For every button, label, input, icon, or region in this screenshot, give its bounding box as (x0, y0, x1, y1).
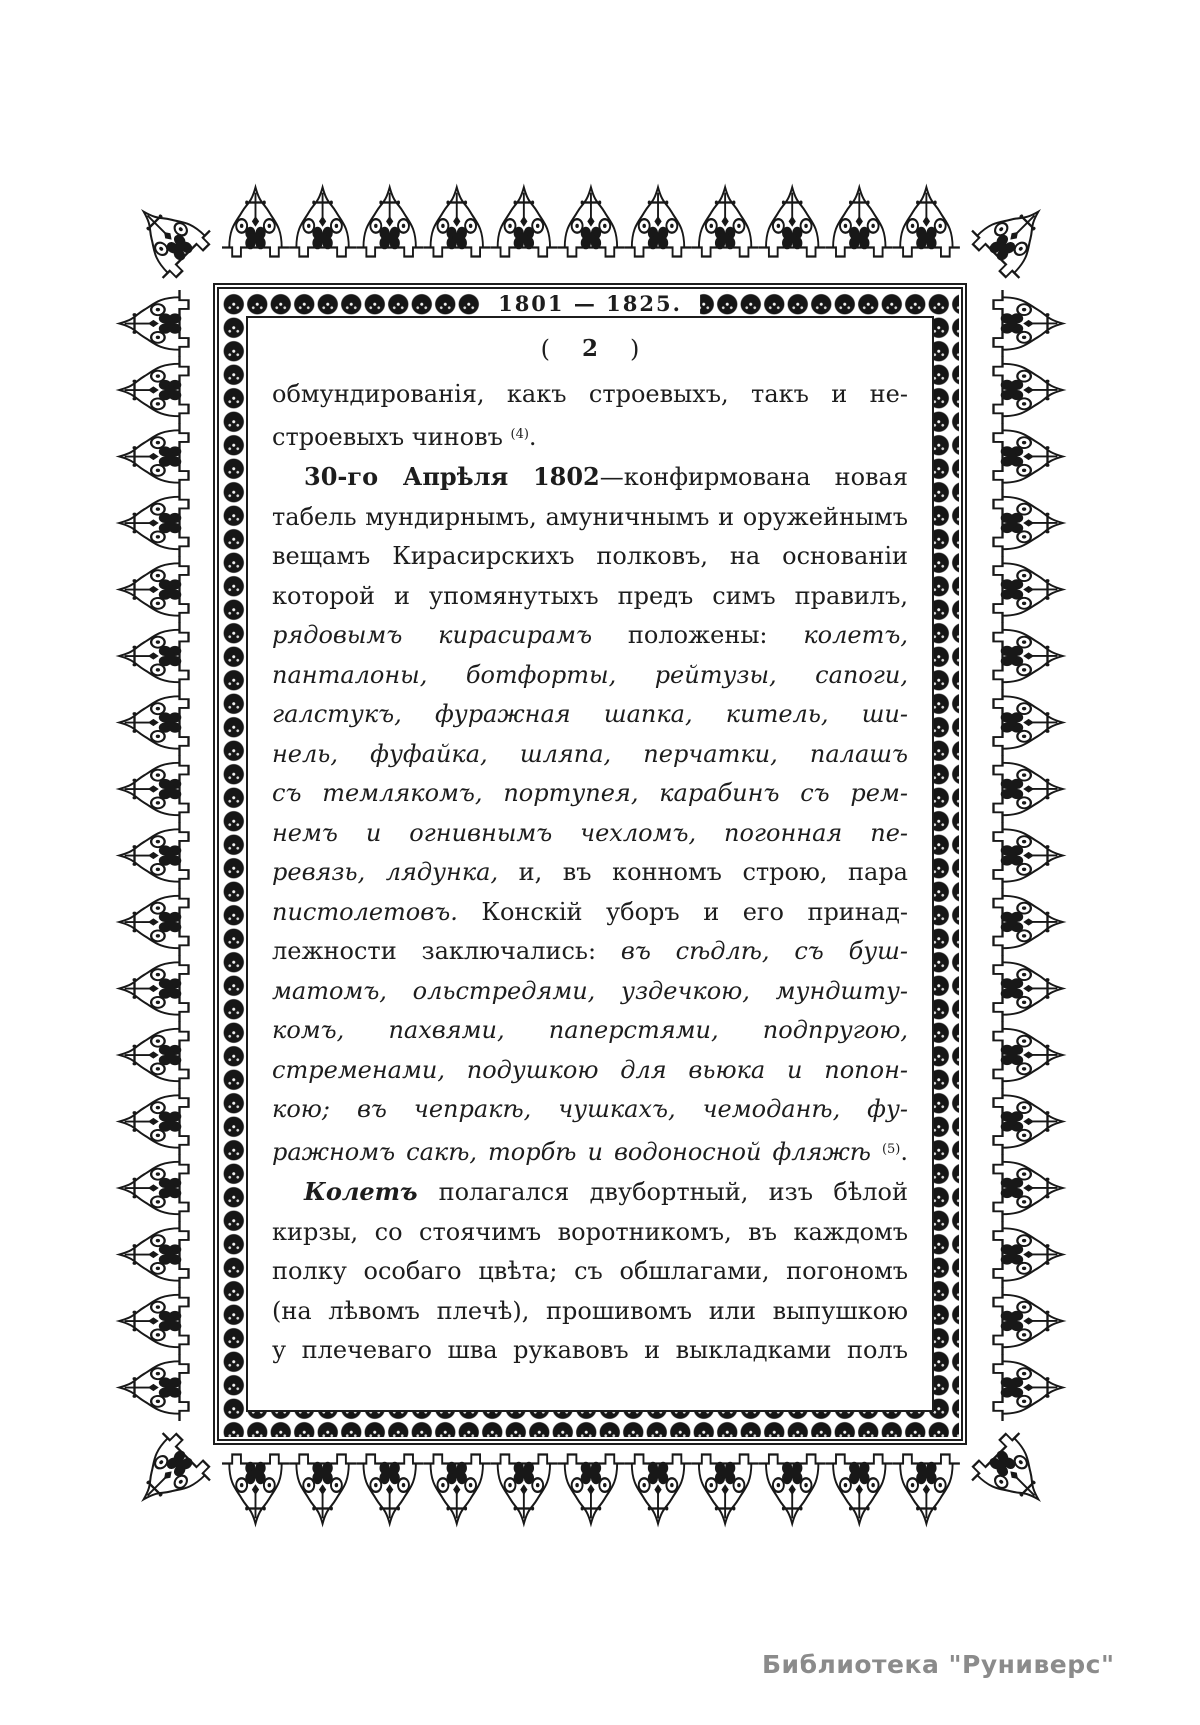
text-line: Колетъ полагался двубортный, изъ бѣлой (304, 1177, 908, 1206)
text-line: галстукъ, фуражная шапка, китель, ши- (272, 700, 908, 728)
library-watermark: Библиотека "Руниверс" (762, 1650, 1115, 1679)
text-line: панталоны, ботфорты, рейтузы, сапоги, (272, 660, 908, 689)
text-line: которой и упомянутыхъ предъ симъ правилъ, (272, 581, 908, 610)
ornamental-frame (112, 180, 1070, 1531)
inner-rule-frame (213, 283, 967, 1445)
text-line: строевыхъ чиновъ $^{(4)}$. (272, 422, 537, 451)
text-line: рядовымъ кирасирамъ положены: колетъ, (272, 621, 908, 649)
text-line: у плечеваго шва рукавовъ и выкладками полъ (272, 1336, 908, 1364)
body-text (272, 375, 908, 1371)
text-line: ревязь, лядунка, и, въ конномъ строю, пара (272, 858, 908, 886)
text-line: (на лѣвомъ плечѣ), прошивомъ или выпушкою (272, 1296, 908, 1325)
text-area (246, 316, 934, 1412)
text-line: кирзы, со стоячимъ воротникомъ, въ каждомъ (272, 1217, 908, 1246)
corner-ornament-top-right-icon (964, 176, 1074, 286)
text-line: обмундированія, какъ строевыхъ, такъ и не- (272, 380, 908, 408)
border-ornament-bottom (222, 1451, 960, 1531)
inner-rule-frame-2 (217, 287, 963, 1441)
text-line: съ темлякомъ, портупея, карабинъ съ рем- (272, 779, 908, 807)
border-ornament-top (222, 180, 960, 260)
rosette-border-band (221, 291, 959, 1437)
page-number (248, 334, 932, 364)
border-ornament-right (990, 290, 1070, 1421)
page-number-value: 2 (581, 335, 598, 362)
border-ornament-left (112, 290, 192, 1421)
text-line: кою; въ чепракѣ, чушкахъ, чемоданѣ, фу- (272, 1095, 908, 1123)
text-line: ражномъ сакѣ, торбѣ и водоносной фляжѣ $^{(5)}$. (272, 1137, 908, 1166)
text-line: нель, фуфайка, шляпа, перчатки, палашъ (272, 739, 908, 768)
text-line: комъ, пахвями, паперстями, подпругою, (272, 1016, 908, 1044)
text-line: немъ и огнивнымъ чехломъ, погонная пе- (272, 818, 908, 847)
text-line: табель мундирнымъ, амуничнымъ и оружейнымъ (272, 502, 908, 531)
text-line: матомъ, ольстредями, уздечкою, мундшту- (272, 976, 908, 1005)
text-line: стременами, подушкою для вьюка и попон- (272, 1055, 908, 1084)
page-number-close-paren: ) (630, 335, 640, 363)
corner-ornament-bottom-right-icon (964, 1425, 1074, 1535)
text-line: пистолетовъ. Конскій уборъ и его принад- (272, 897, 908, 926)
corner-ornament-top-left-icon (108, 176, 218, 286)
text-line: лежности заключались: въ сѣдлѣ, съ буш- (272, 937, 909, 965)
text-line: 30-го Апрѣля 1802—конфирмована новая (304, 462, 908, 491)
text-line: вещамъ Кирасирскихъ полковъ, на основаніи (272, 542, 908, 570)
page-number-open-paren: ( (540, 335, 550, 363)
corner-ornament-bottom-left-icon (108, 1425, 218, 1535)
text-line: полку особаго цвѣта; съ обшлагами, погономъ (272, 1257, 908, 1285)
date-range-header: 1801 — 1825. (480, 290, 700, 317)
